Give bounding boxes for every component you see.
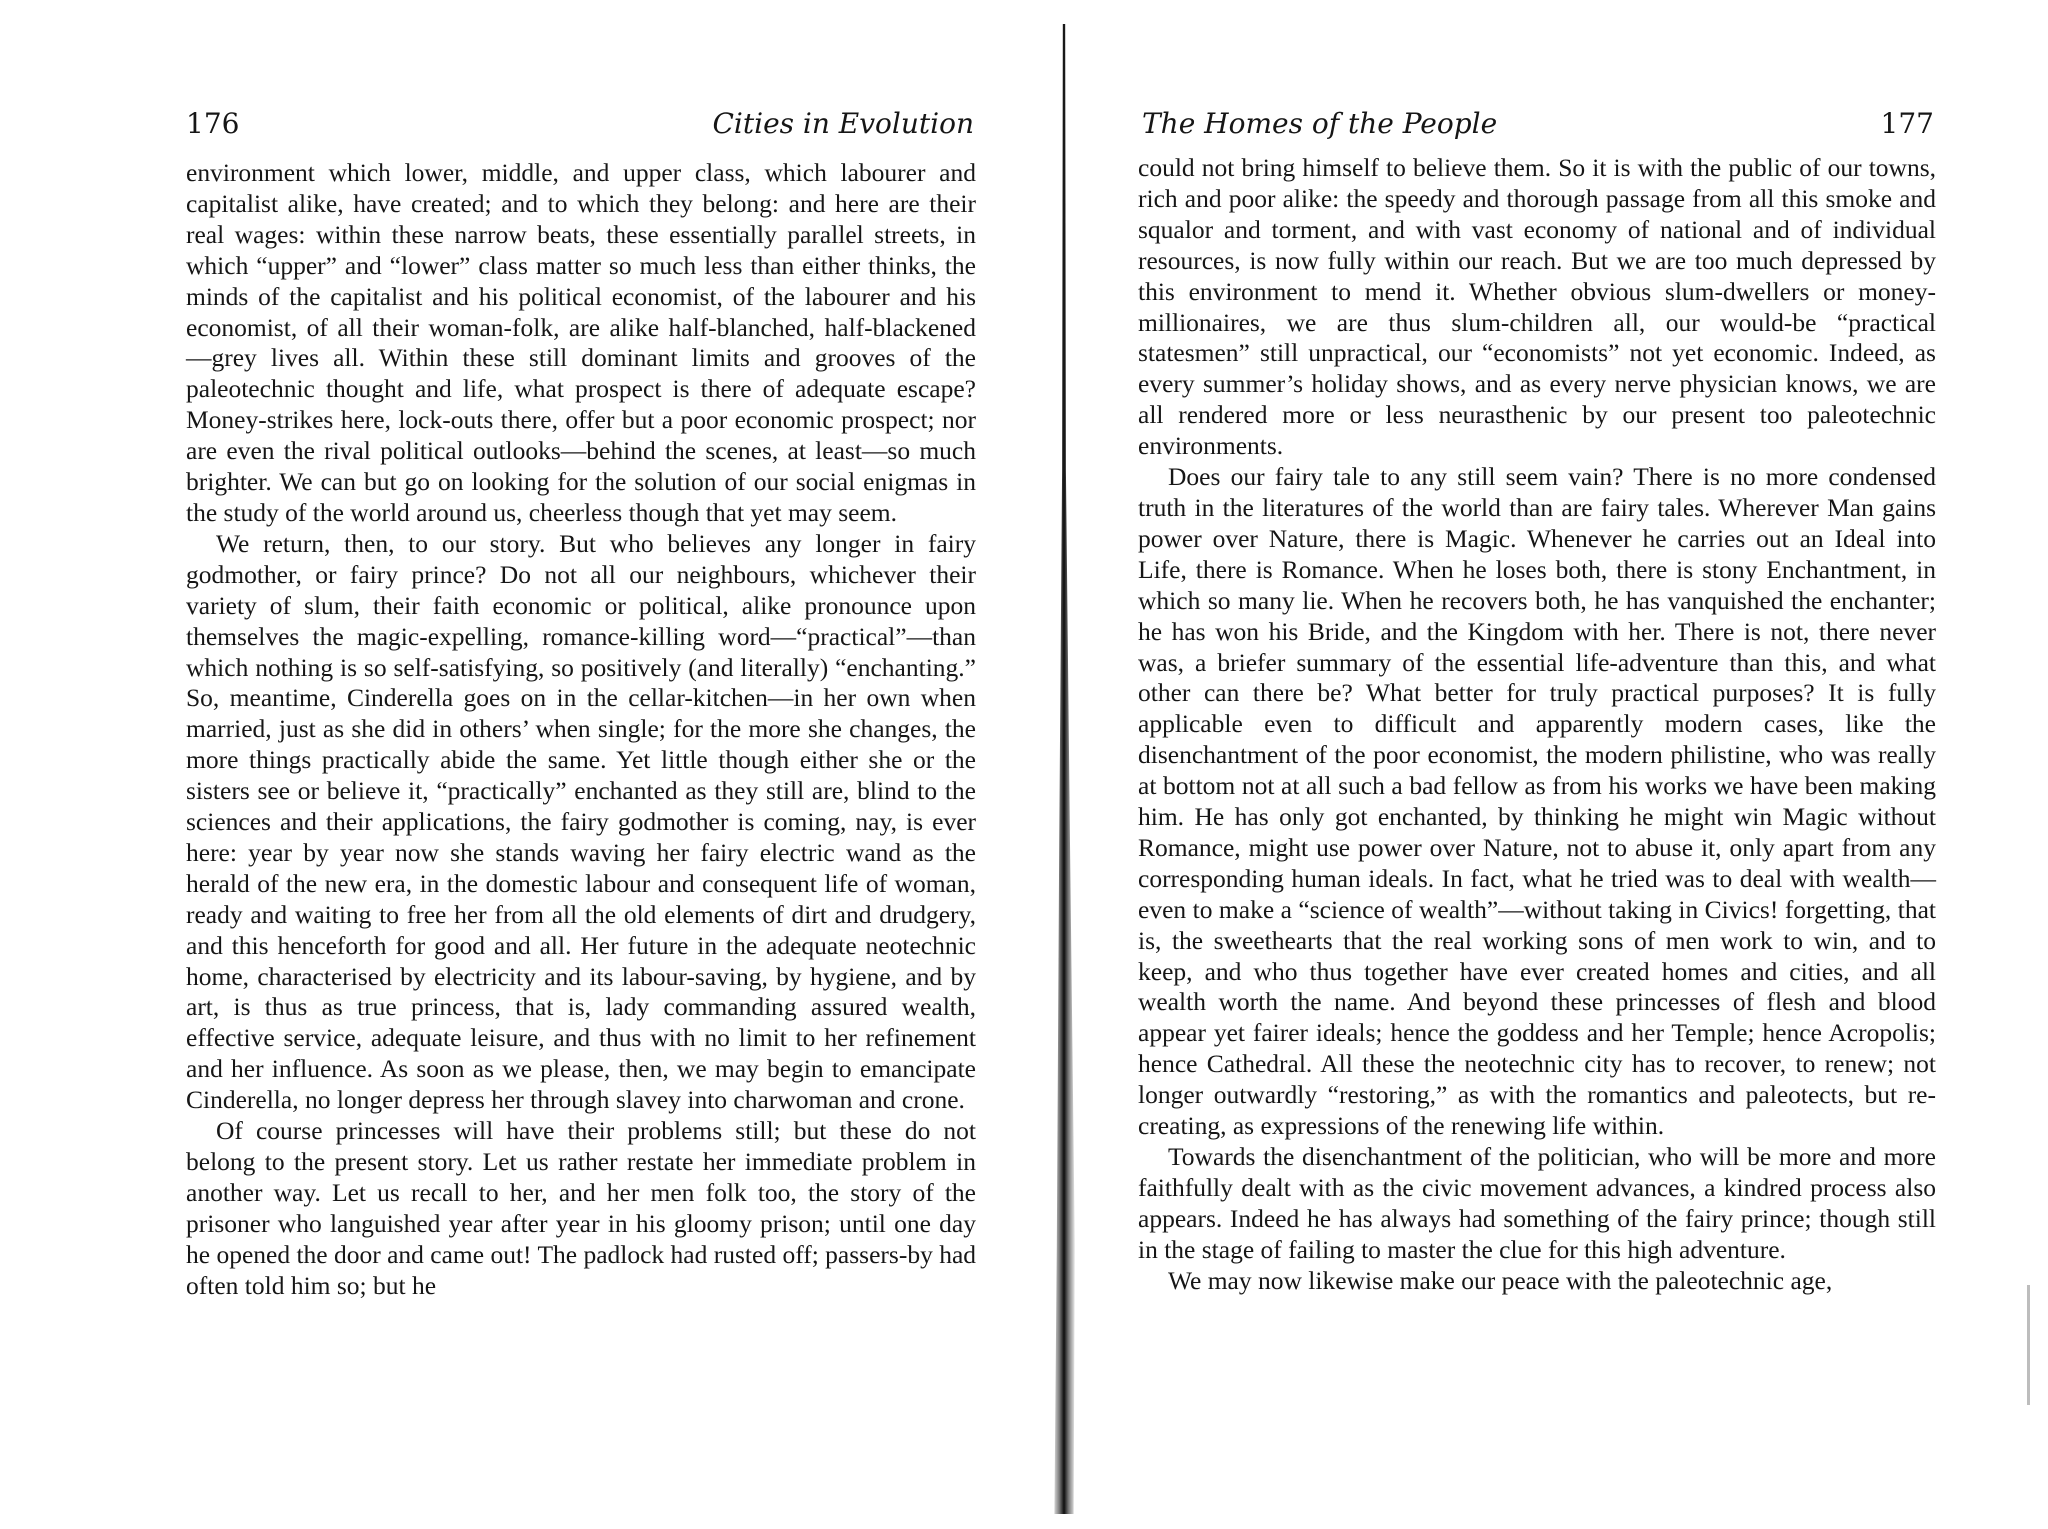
right-page-body [1138,153,1936,1297]
running-head: Cities in Evolution [712,107,974,140]
paragraph: environment which lower, middle, and upper class, which labourer and capitalist alike, have created; and to which they belong: and here are their real wages: within these narrow beats, these essentially parallel streets, in which “upper” and “lower” class matter so much less than either thinks, the minds of the capitalist and his political economist, of the labourer and his economist, of all their woman-folk, are alike half-blanched, half-blackened—grey lives all. Within these still dominant limits and grooves of the paleotechnic thought and life, what prospect is there of adequate escape? Money-strikes here, lock-outs there, offer but a poor economic prospect; nor are even the rival political outlooks—behind the scenes, at least—so much brighter. We can but go on looking for the solution of our social enigmas in the study of the world around us, cheerless though that yet may seem. [186,158,976,527]
left-page-body [186,158,976,1302]
running-head: The Homes of the People [1142,107,1498,140]
paragraph: Towards the disenchantment of the politician, who will be more and more faithfully dealt with as the civic movement advances, a kindred process also appears. Indeed he has always had something of the fairy prince; though still in the stage of failing to master the clue for this high adventure. [1138,1142,1936,1264]
paragraph: Of course princesses will have their problems still; but these do not belong to the present story. Let us rather restate her immediate problem in another way. Let us recall to her, and her men folk too, the story of the prisoner who languished year after year in his gloomy prison; until one day he opened the door and came out! The padlock had rusted off; passers-by had often told him so; but he [186,1116,977,1300]
page-number: 177 [1880,107,1934,140]
paragraph: could not bring himself to believe them. So it is with the public of our towns, rich and poor alike: the speedy and thorough passage from all this smoke and squalor and torment, and with vast economy of national and of individual resources, is now fully within our reach. But we are too much depressed by this environment to mend it. Whether obvious slum-dwellers or money-millionaires, we are thus slum-children all, our would-be “practical statesmen” still unpractical, our “economists” not yet economic. Indeed, as every summer’s holiday shows, and as every nerve physician knows, we are all rendered more or less neurasthenic by our present too paleotechnic environments. [1138,153,1936,461]
right-page [1048,0,2048,1529]
paragraph: We may now likewise make our peace with the paleotechnic age, [1168,1265,1833,1295]
page-number: 176 [186,107,240,140]
paragraph: Does our fairy tale to any still seem vain? There is no more condensed truth in the literatures of the world than are fairy tales. Wherever Man gains power over Nature, there is Magic. Whenever he carries out an Ideal into Life, there is Romance. When he loses both, there is stony Enchantment, in which so many lie. When he recovers both, he has vanquished the enchanter; he has won his Bride, and the Kingdom with her. There is not, there never was, a briefer summary of the essential life-adventure than this, and what other can there be? What better for truly practical purposes? It is fully applicable even to difficult and apparently modern cases, like the disenchantment of the poor economist, the modern philistine, who was really at bottom not at all such a bad fellow as from his works we have been making him. He has only got enchanted, by thinking he might win Magic without Romance, might use power over Nature, not to abuse it, only apart from any corresponding human ideals. In fact, what he tried was to deal with wealth—even to make a “science of wealth”—without taking in Civics! forgetting, that is, the sweethearts that the real working sons of men work to win, and to keep, and who thus together have ever created homes and cities, and all wealth worth the name. And beyond these princesses of flesh and blood appear yet fairer ideals; hence the goddess and her Temple; hence Acropolis; hence Cathedral. All these the neotechnic city has to recover, to renew; not longer outwardly “restoring,” as with the romantics and paleotects, but re-creating, as expressions of the renewing life within. [1138,462,1936,1141]
scan-edge-mark [2027,1285,2030,1405]
paragraph: We return, then, to our story. But who believes any longer in fairy godmother, or fairy prince? Do not all our neighbours, whichever their variety of slum, their faith economic or political, alike pronounce upon themselves the magic-expelling, romance-killing word—“practical”—than which nothing is so self-satisfying, so positively (and literally) “enchanting.” So, meantime, Cinderella goes on in the cellar-kitchen—in her own when married, just as she did in others’ when single; for the more she changes, the more things practically abide the same. Yet little though either she or the sisters see or believe it, “practically” enchanted as they still are, blind to the sciences and their applications, the fairy godmother is coming, nay, is ever here: year by year now she stands waving her fairy electric wand as the herald of the new era, in the domestic labour and consequent life of woman, ready and waiting to free her from all the old elements of dirt and drudgery, and this henceforth for good and all. Her future in the adequate neotechnic home, characterised by electricity and its labour-saving, by hygiene, and by art, is thus as true princess, that is, lady commanding assured wealth, effective service, adequate leisure, and thus with no limit to her refinement and her influence. As soon as we please, then, we may begin to emancipate Cinderella, no longer depress her through slavey into charwoman and crone. [186,528,976,1115]
